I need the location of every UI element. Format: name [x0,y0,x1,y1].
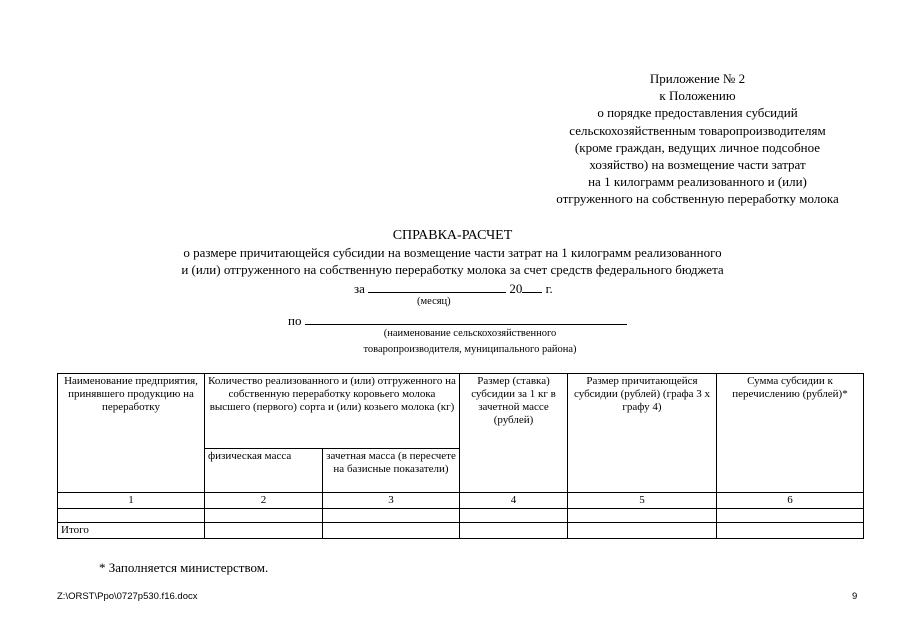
month-blank[interactable] [368,280,506,293]
column-number: 3 [323,493,460,509]
appendix-block [520,70,875,208]
table-cell[interactable] [58,509,205,523]
header-enterprise: Наименование предприятия, принявшего продукцию на переработку [58,374,205,493]
table-cell[interactable] [568,523,717,539]
header-subsidy-transfer: Сумма субсидии к перечислению (рублей)* [717,374,864,493]
footnote: * Заполняется министерством. [99,560,269,575]
table-cell[interactable] [717,509,864,523]
table-cell[interactable] [205,509,323,523]
appendix-line: на 1 килограмм реализованного и (или) [588,174,807,190]
producer-prefix: по [288,313,302,328]
header-subsidy-due: Размер причитающейся субсидии (рублей) (графа 3 х графу 4) [568,374,717,493]
subtitle-line-2: и (или) отгруженного на собственную переработку молока за счет средств федерального бюджета [181,261,724,277]
appendix-line: о порядке предоставления субсидий [597,105,798,121]
table-row [58,509,864,523]
appendix-line: хозяйство) на возмещение части затрат [589,157,806,173]
table-cell[interactable] [323,509,460,523]
document-title: СПРАВКА-РАСЧЕТ [392,228,513,243]
footer-file-path: Z:\ORST\Ppo\0727p530.f16.docx [57,591,198,602]
appendix-line: Приложение № 2 [649,71,746,86]
appendix-line: (кроме граждан, ведущих личное подсобное [574,139,821,155]
period-line [354,280,553,297]
producer-caption-line-2: товаропроизводителя, муниципального района) [363,344,577,355]
column-number: 5 [568,493,717,509]
subtitle-line-1: о размере причитающейся субсидии на возмещение части затрат на 1 килограмм реализованного [183,245,722,260]
producer-blank[interactable] [305,312,627,325]
table-cell[interactable] [460,509,568,523]
column-number: 6 [717,493,864,509]
table-cell[interactable] [568,509,717,523]
total-row [58,523,864,539]
period-prefix: за [354,281,365,296]
header-credit-mass: зачетная масса (в пересчете на базисные показатели) [323,449,460,493]
month-caption: (месяц) [417,296,451,307]
header-physical-mass: физическая масса [205,449,323,493]
table-cell[interactable] [323,523,460,539]
column-number: 4 [460,493,568,509]
column-number: 2 [205,493,323,509]
column-number: 1 [58,493,205,509]
document-subtitle [0,245,905,278]
total-label: Итого [58,523,205,539]
appendix-line: отгруженного на собственную переработку молока [556,191,839,207]
table-cell[interactable] [205,523,323,539]
year-blank[interactable] [522,280,542,293]
header-quantity: Количество реализованного и (или) отгруженного на собственную переработку коровьего молока высшего (первого) сорта и (или) козьего молока (кг) [205,374,460,449]
year-prefix: 20 [509,281,523,296]
appendix-line: сельскохозяйственным товаропроизводителям [569,122,826,138]
table-cell[interactable] [460,523,568,539]
header-rate: Размер (ставка) субсидии за 1 кг в зачетной массе (рублей) [460,374,568,493]
table-cell[interactable] [717,523,864,539]
producer-caption-line-1: (наименование сельскохозяйственного [383,328,557,339]
calculation-table [57,373,864,539]
producer-caption [320,326,620,358]
appendix-line: к Положению [659,88,736,104]
page-number: 9 [852,591,858,602]
period-suffix: г. [545,281,553,296]
